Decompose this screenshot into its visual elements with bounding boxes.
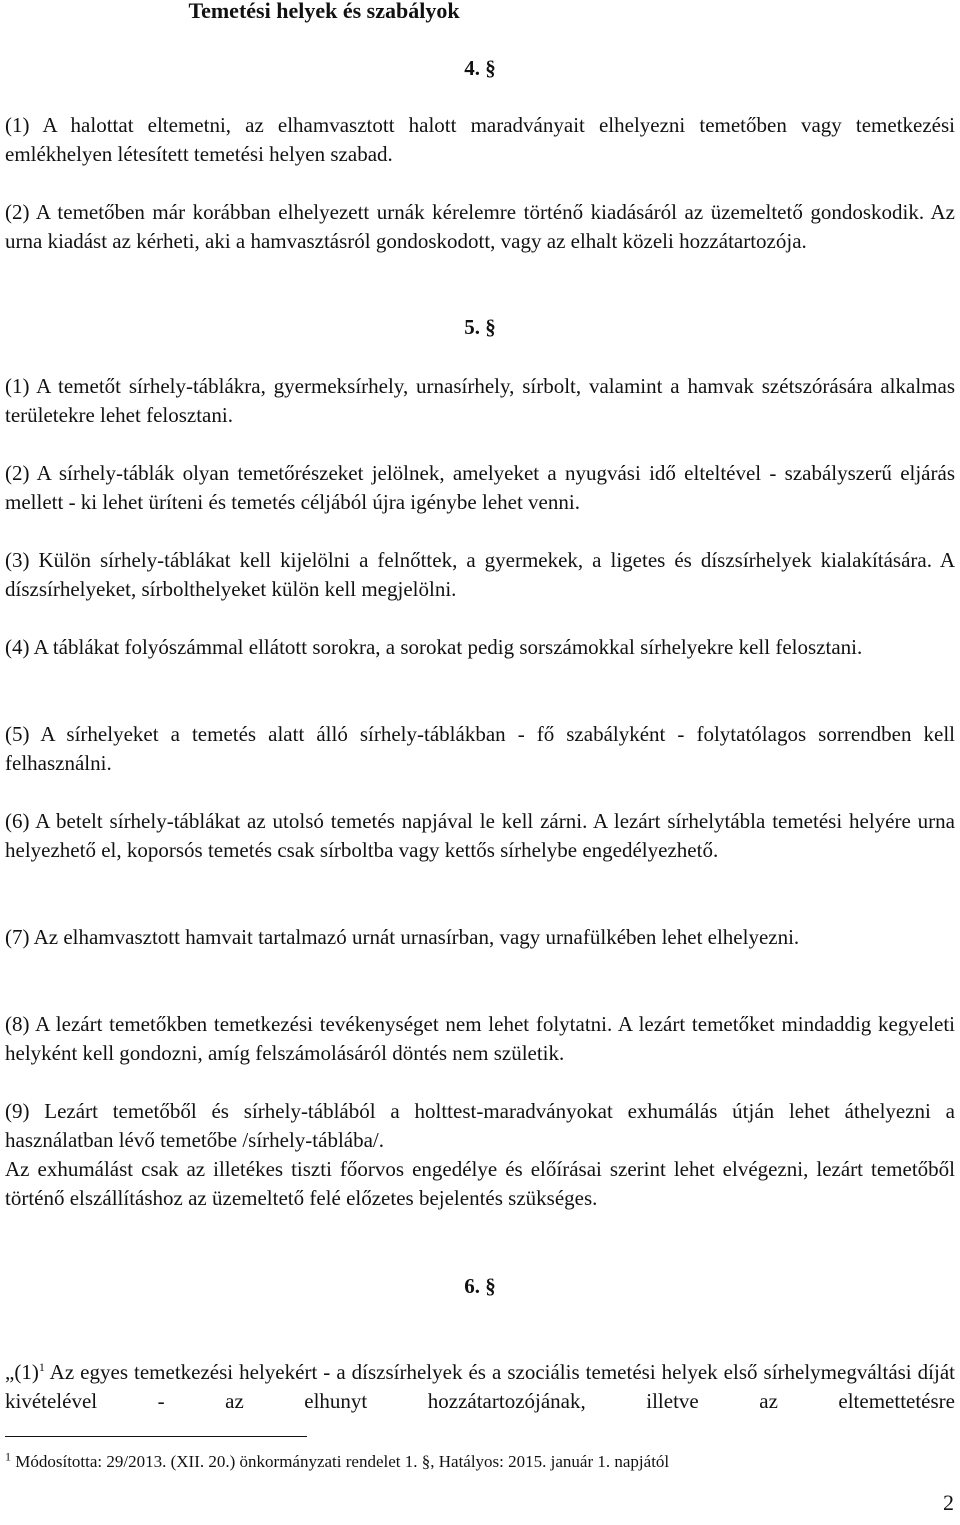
footnote [5, 1451, 669, 1473]
s5-paragraph-2: (2) A sírhely-táblák olyan temetőrészeket jelölnek, amelyeket a nyugvási idő elteltével - szabályszerű eljárás mellett - ki lehet üríteni és temetés céljából újra igénybe lehet venni. [5, 461, 955, 514]
s5-paragraph-1: (1) A temetőt sírhely-táblákra, gyermeksírhely, urnasírhely, sírbolt, valamint a hamvak szétszórására alkalmas területekre lehet felosztani. [5, 374, 955, 427]
s5-paragraph-9-continued: Az exhumálást csak az illetékes tiszti főorvos engedélye és előírásai szerint lehet elvégezni, lezárt temetőből történő elszállításhoz az üzemeltető felé előzetes bejelentés szükséges. [5, 1157, 955, 1210]
footnote-mark: 1 [5, 1449, 11, 1464]
section-5-heading: 5. § [464, 315, 496, 339]
s6-paragraph-1 [5, 1358, 955, 1416]
s4-paragraph-1: (1) A halottat eltemetni, az elhamvasztott halott maradványait elhelyezni temetőben vagy temetkezési emlékhelyen létesített temetési helyen szabad. [5, 113, 955, 166]
s5-paragraph-5: (5) A sírhelyeket a temetés alatt álló sírhely-táblákban - fő szabályként - folytatólagos sorrendben kell felhasználni. [5, 722, 955, 775]
page-number: 2 [943, 1490, 954, 1515]
s4-paragraph-2: (2) A temetőben már korábban elhelyezett urnák kérelemre történő kiadásáról az üzemeltető gondoskodik. Az urna kiadást az kérheti, aki a hamvasztásról gondoskodott, vagy az elhalt közeli hozzátartozója. [5, 200, 955, 253]
s6-open-quote: „(1) [5, 1360, 39, 1384]
document-title: Temetési helyek és szabályok [188, 0, 460, 23]
s5-paragraph-8: (8) A lezárt temetőkben temetkezési tevékenységet nem lehet folytatni. A lezárt temetőket mindaddig kegyeleti helyként kell gondozni, amíg felszámolásáról döntés nem születik. [5, 1012, 955, 1065]
section-6-heading: 6. § [464, 1274, 496, 1298]
footnote-divider [5, 1436, 307, 1437]
s5-paragraph-9: (9) Lezárt temetőből és sírhely-táblából a holttest-maradványokat exhumálás útján lehet áthelyezni a használatban lévő temetőbe /sírhely-táblába/. [5, 1099, 955, 1152]
footnote-reference[interactable]: 1 [38, 1360, 45, 1374]
s5-paragraph-6: (6) A betelt sírhely-táblákat az utolsó temetés napjával le kell zárni. A lezárt sírhelytábla temetési helyére urna helyezhető el, koporsós temetés csak sírboltba vagy kettős sírhelybe engedélyezhető. [5, 809, 955, 862]
s5-paragraph-4: (4) A táblákat folyószámmal ellátott sorokra, a sorokat pedig sorszámokkal sírhelyekre kell felosztani. [5, 635, 863, 659]
s5-paragraph-3: (3) Külön sírhely-táblákat kell kijelölni a felnőttek, a gyermekek, a ligetes és díszsírhelyek kialakítására. A díszsírhelyeket, sírbolthelyeket külön kell megjelölni. [5, 548, 955, 601]
s5-paragraph-7: (7) Az elhamvasztott hamvait tartalmazó urnát urnasírban, vagy urnafülkében lehet elhelyezni. [5, 925, 800, 949]
section-4-heading: 4. § [464, 56, 496, 80]
footnote-text: Módosította: 29/2013. (XII. 20.) önkormányzati rendelet 1. §, Hatályos: 2015. január 1. napjától [11, 1452, 670, 1471]
s6-paragraph-1-text: Az egyes temetkezési helyekért - a díszsírhelyek és a szociális temetési helyek első sírhelymegváltási díját kivételével - az elhunyt hozzátartozójának, illetve az eltemettetésre [5, 1360, 955, 1413]
